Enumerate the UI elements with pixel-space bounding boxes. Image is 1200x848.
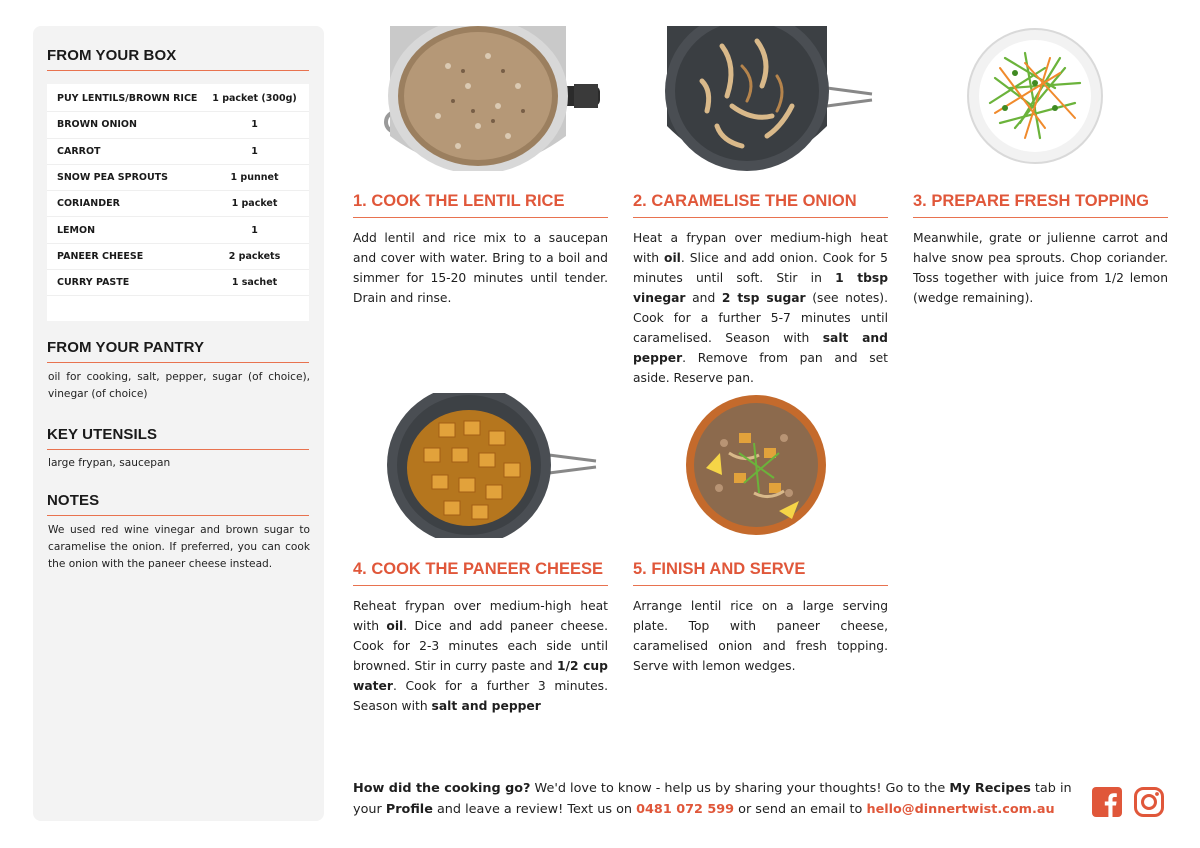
ingredient-row	[47, 244, 309, 270]
ingredient-name: CURRY PASTE	[57, 277, 130, 289]
pantry-text: oil for cooking, salt, pepper, sugar (of choice), vinegar (of choice)	[48, 371, 310, 400]
step-3-title: 3. PREPARE FRESH TOPPING	[913, 192, 1168, 218]
footer-text: Profile	[385, 802, 433, 817]
step-1-title: 1. COOK THE LENTIL RICE	[353, 192, 608, 218]
key-utensils-heading: KEY UTENSILS	[47, 426, 309, 450]
from-your-box-heading: FROM YOUR BOX	[47, 47, 309, 71]
instruction-text: . Slice and add onion. Cook for 5 minutes until soft. Stir in	[633, 251, 888, 285]
instruction-text: (see notes). Cook for a further 5-7 minutes until caramelised. Season with	[633, 291, 888, 345]
footer-text: How did the cooking go?	[353, 781, 531, 796]
instruction-text: Meanwhile, grate or julienne carrot and halve snow pea sprouts. Chop coriander. Toss together with juice from 1/2 lemon (wedge remaining).	[913, 231, 1168, 305]
step-2-title: 2. CARAMELISE THE ONION	[633, 192, 888, 218]
step-2-text	[633, 228, 888, 388]
feedback-footer	[353, 778, 1073, 820]
ingredient-name: SNOW PEA SPROUTS	[57, 172, 168, 184]
paneer-curry-pan-image	[384, 393, 604, 538]
bold-ingredient-text: 1/2 cup water	[353, 659, 608, 693]
step-4-text	[353, 596, 608, 716]
bold-ingredient-text: salt and pepper	[431, 699, 541, 713]
utensils-text: large frypan, saucepan	[48, 457, 171, 469]
footer-text: My Recipes	[949, 781, 1031, 796]
ingredients-sidebar	[33, 26, 324, 821]
finished-dish-plate-image	[684, 393, 829, 538]
notes-text: We used red wine vinegar and brown sugar to caramelise the onion. If preferred, you can cook the onion with the paneer cheese instead.	[48, 524, 310, 570]
ingredient-row	[47, 86, 309, 112]
ingredient-quantity: 2 packets	[228, 250, 281, 262]
footer-text: and leave a review! Text us on	[432, 802, 637, 817]
ingredient-quantity: 1 punnet	[230, 172, 279, 184]
ingredient-row	[47, 270, 309, 296]
ingredient-row	[47, 112, 309, 138]
instruction-text: . Dice and add paneer cheese. Cook for 2-3 minutes each side until browned. Stir in curry paste and	[353, 619, 609, 673]
ingredient-quantity: 1	[251, 224, 258, 236]
ingredient-name: PUY LENTILS/BROWN RICE	[57, 93, 198, 105]
instruction-text: . Remove from pan and set aside. Reserve pan.	[633, 351, 888, 385]
instruction-text: Reheat frypan over medium-high heat with	[353, 599, 608, 633]
fresh-topping-bowl-image	[965, 28, 1105, 168]
caramelised-onion-pan-image	[662, 26, 882, 171]
notes-heading: NOTES	[47, 492, 309, 516]
bold-ingredient-text: oil	[386, 619, 404, 633]
step-5-title: 5. FINISH AND SERVE	[633, 560, 888, 586]
footer-text: We'd love to know - help us by sharing your thoughts! Go to the	[530, 781, 950, 796]
ingredient-row	[47, 217, 309, 243]
step-4-title: 4. COOK THE PANEER CHEESE	[353, 560, 608, 586]
bold-ingredient-text: 1 tbsp vinegar	[633, 271, 889, 305]
ingredient-name: CARROT	[57, 145, 101, 157]
ingredient-row	[47, 191, 309, 217]
facebook-icon[interactable]	[1091, 786, 1123, 818]
bold-ingredient-text: oil	[664, 251, 681, 265]
ingredients-table	[47, 84, 309, 321]
instruction-text: . Cook for a further 3 minutes. Season with	[353, 679, 608, 713]
footer-text: or send an email to	[734, 802, 867, 817]
instruction-text: Arrange lentil rice on a large serving plate. Top with paneer cheese, caramelised onion and fresh topping. Serve with lemon wedges.	[633, 599, 888, 673]
ingredient-quantity: 1	[251, 145, 258, 157]
ingredient-name: BROWN ONION	[57, 119, 137, 131]
from-your-pantry-heading: FROM YOUR PANTRY	[47, 339, 309, 363]
step-1-text	[353, 228, 608, 308]
step-3-text	[913, 228, 1168, 308]
instruction-text: and	[685, 291, 722, 305]
contact-link[interactable]: 0481 072 599	[636, 802, 735, 817]
contact-link[interactable]: hello@dinnertwist.com.au	[866, 802, 1055, 817]
ingredient-quantity: 1 sachet	[231, 277, 278, 289]
bold-ingredient-text: salt and pepper	[633, 331, 888, 365]
step-5-text	[633, 596, 888, 676]
ingredient-quantity: 1	[251, 119, 258, 131]
ingredient-name: CORIANDER	[57, 198, 120, 210]
lentil-rice-pot-image	[378, 26, 603, 171]
ingredient-row	[47, 165, 309, 191]
instagram-icon[interactable]	[1133, 786, 1165, 818]
ingredient-name: LEMON	[57, 224, 96, 236]
instruction-text: Heat a frypan over medium-high heat with	[633, 231, 888, 265]
ingredient-quantity: 1 packet	[231, 198, 278, 210]
footer-text: tab in your	[353, 781, 1072, 817]
ingredient-quantity: 1 packet (300g)	[212, 93, 297, 105]
ingredient-name: PANEER CHEESE	[57, 250, 144, 262]
bold-ingredient-text: 2 tsp sugar	[721, 291, 806, 305]
ingredient-row	[47, 139, 309, 165]
instruction-text: Add lentil and rice mix to a saucepan and cover with water. Bring to a boil and simmer for 15-20 minutes until tender. Drain and rinse.	[353, 231, 608, 305]
